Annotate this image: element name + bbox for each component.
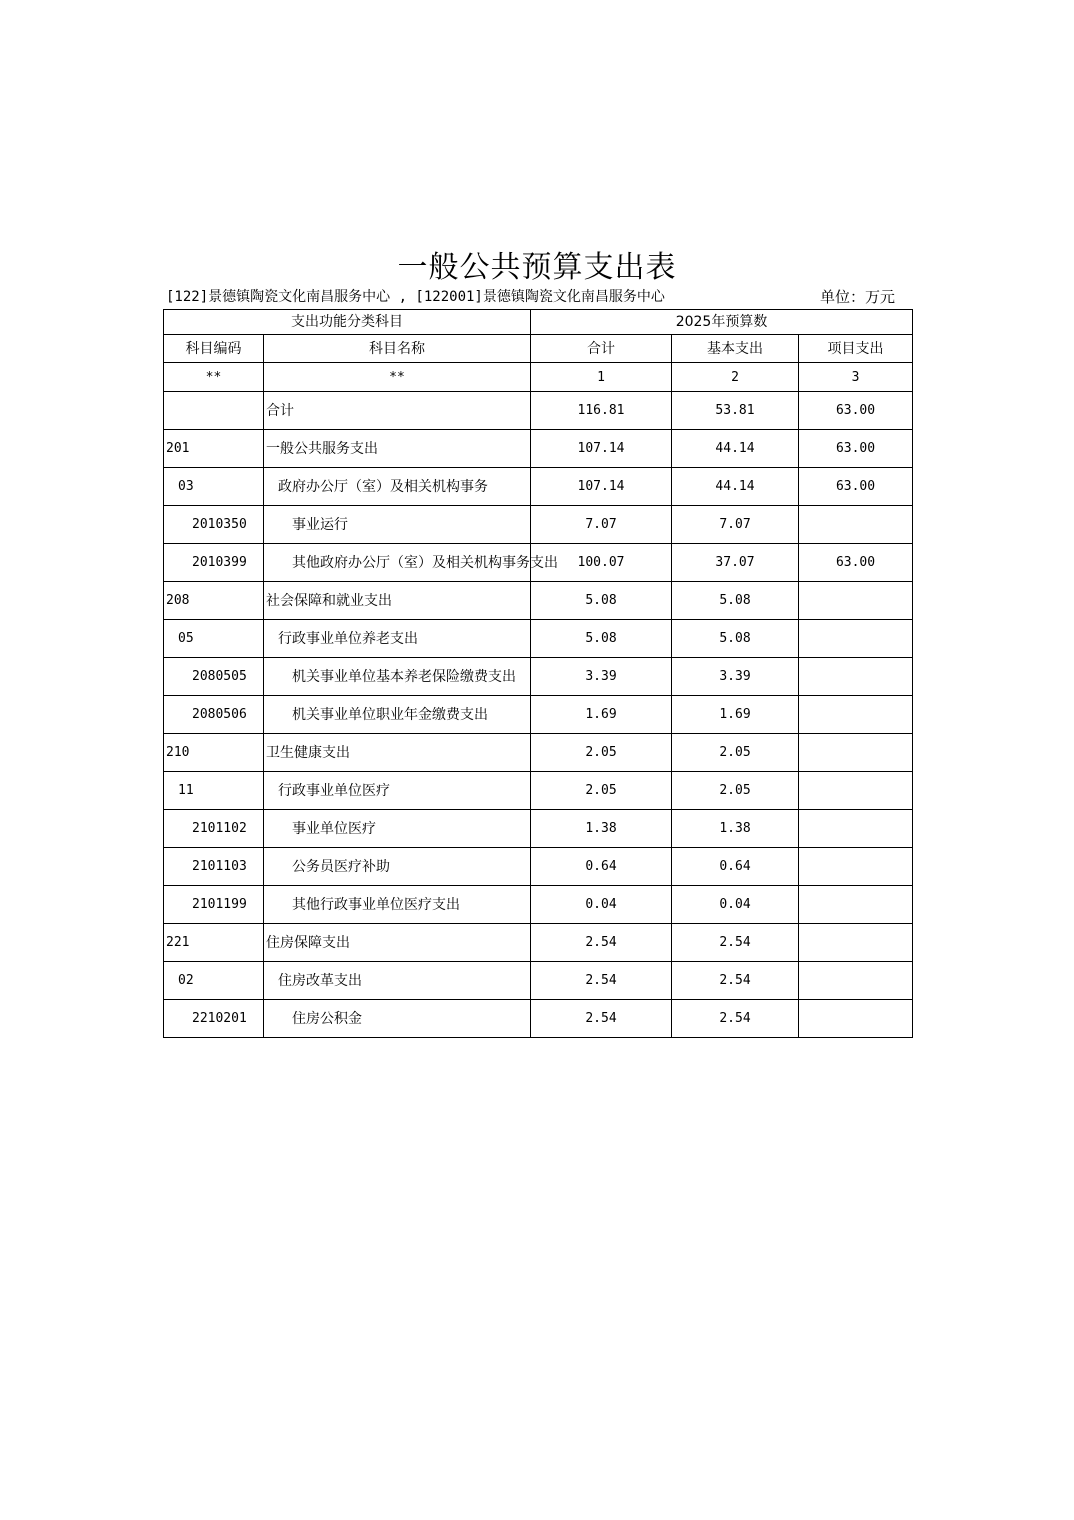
row-code <box>164 392 264 430</box>
index-code: ** <box>164 363 264 392</box>
budget-table <box>163 309 913 1038</box>
row-total: 107.14 <box>531 430 672 468</box>
row-name: 机关事业单位职业年金缴费支出 <box>264 696 531 734</box>
row-project <box>799 772 913 810</box>
row-basic: 0.04 <box>672 886 799 924</box>
row-project <box>799 886 913 924</box>
row-code: 2080506 <box>164 696 264 734</box>
header-project: 项目支出 <box>799 335 913 363</box>
row-name: 合计 <box>264 392 531 430</box>
row-code: 210 <box>164 734 264 772</box>
row-total: 2.54 <box>531 924 672 962</box>
row-basic: 5.08 <box>672 582 799 620</box>
row-total: 0.64 <box>531 848 672 886</box>
row-total: 7.07 <box>531 506 672 544</box>
table-row <box>164 1000 913 1038</box>
row-name: 公务员医疗补助 <box>264 848 531 886</box>
row-basic: 7.07 <box>672 506 799 544</box>
row-code: 2210201 <box>164 1000 264 1038</box>
row-basic: 2.05 <box>672 772 799 810</box>
row-name: 政府办公厅（室）及相关机构事务 <box>264 468 531 506</box>
row-basic: 2.54 <box>672 1000 799 1038</box>
row-code: 2010350 <box>164 506 264 544</box>
row-name: 社会保障和就业支出 <box>264 582 531 620</box>
row-name: 住房保障支出 <box>264 924 531 962</box>
row-name: 机关事业单位基本养老保险缴费支出 <box>264 658 531 696</box>
unit-label: 单位：万元 <box>820 288 896 306</box>
row-total: 116.81 <box>531 392 672 430</box>
row-total: 2.05 <box>531 772 672 810</box>
row-name: 住房改革支出 <box>264 962 531 1000</box>
row-code: 11 <box>164 772 264 810</box>
row-code: 2101102 <box>164 810 264 848</box>
header-code: 科目编码 <box>164 335 264 363</box>
row-basic: 5.08 <box>672 620 799 658</box>
row-total: 107.14 <box>531 468 672 506</box>
row-code: 201 <box>164 430 264 468</box>
header-name: 科目名称 <box>264 335 531 363</box>
row-project <box>799 734 913 772</box>
row-name: 事业单位医疗 <box>264 810 531 848</box>
table-row <box>164 962 913 1000</box>
row-code: 2101199 <box>164 886 264 924</box>
row-code: 2080505 <box>164 658 264 696</box>
table-row <box>164 810 913 848</box>
row-total: 2.54 <box>531 962 672 1000</box>
row-basic: 44.14 <box>672 468 799 506</box>
row-project: 63.00 <box>799 430 913 468</box>
row-basic: 44.14 <box>672 430 799 468</box>
row-basic: 2.54 <box>672 924 799 962</box>
row-project <box>799 506 913 544</box>
table-row <box>164 924 913 962</box>
header-group-budget: 2025年预算数 <box>531 310 913 335</box>
index-project: 3 <box>799 363 913 392</box>
row-project: 63.00 <box>799 468 913 506</box>
table-row <box>164 582 913 620</box>
row-project <box>799 658 913 696</box>
table-row <box>164 886 913 924</box>
row-name: 住房公积金 <box>264 1000 531 1038</box>
row-project <box>799 848 913 886</box>
table-row <box>164 620 913 658</box>
row-code: 2010399 <box>164 544 264 582</box>
row-basic: 3.39 <box>672 658 799 696</box>
row-name: 一般公共服务支出 <box>264 430 531 468</box>
table-row <box>164 430 913 468</box>
row-name: 其他政府办公厅（室）及相关机构事务支出 <box>264 544 531 582</box>
row-name: 卫生健康支出 <box>264 734 531 772</box>
row-name: 事业运行 <box>264 506 531 544</box>
row-code: 03 <box>164 468 264 506</box>
row-basic: 2.05 <box>672 734 799 772</box>
page-title: 一般公共预算支出表 <box>397 250 677 285</box>
row-code: 221 <box>164 924 264 962</box>
organization-line: [122]景德镇陶瓷文化南昌服务中心 , [122001]景德镇陶瓷文化南昌服务中心 <box>166 289 665 305</box>
row-project <box>799 620 913 658</box>
row-basic: 37.07 <box>672 544 799 582</box>
row-total: 5.08 <box>531 620 672 658</box>
row-project <box>799 696 913 734</box>
row-total: 5.08 <box>531 582 672 620</box>
table-row <box>164 696 913 734</box>
row-total: 2.54 <box>531 1000 672 1038</box>
row-code: 208 <box>164 582 264 620</box>
table-row <box>164 392 913 430</box>
row-total: 2.05 <box>531 734 672 772</box>
row-total: 0.04 <box>531 886 672 924</box>
table-row <box>164 468 913 506</box>
row-basic: 1.38 <box>672 810 799 848</box>
row-basic: 53.81 <box>672 392 799 430</box>
table-row <box>164 848 913 886</box>
index-name: ** <box>264 363 531 392</box>
header-total: 合计 <box>531 335 672 363</box>
row-project <box>799 582 913 620</box>
table-row <box>164 772 913 810</box>
header-group-function: 支出功能分类科目 <box>164 310 531 335</box>
row-code: 02 <box>164 962 264 1000</box>
table-row <box>164 658 913 696</box>
index-total: 1 <box>531 363 672 392</box>
row-code: 2101103 <box>164 848 264 886</box>
row-total: 1.38 <box>531 810 672 848</box>
row-name: 其他行政事业单位医疗支出 <box>264 886 531 924</box>
row-code: 05 <box>164 620 264 658</box>
row-total: 1.69 <box>531 696 672 734</box>
row-project: 63.00 <box>799 392 913 430</box>
row-project: 63.00 <box>799 544 913 582</box>
row-project <box>799 924 913 962</box>
row-basic: 1.69 <box>672 696 799 734</box>
row-basic: 0.64 <box>672 848 799 886</box>
table-row <box>164 544 913 582</box>
row-name: 行政事业单位养老支出 <box>264 620 531 658</box>
row-name: 行政事业单位医疗 <box>264 772 531 810</box>
row-basic: 2.54 <box>672 962 799 1000</box>
row-total: 100.07 <box>531 544 672 582</box>
row-total: 3.39 <box>531 658 672 696</box>
table-row <box>164 734 913 772</box>
index-basic: 2 <box>672 363 799 392</box>
row-project <box>799 962 913 1000</box>
row-project <box>799 810 913 848</box>
table-row <box>164 506 913 544</box>
header-basic: 基本支出 <box>672 335 799 363</box>
row-project <box>799 1000 913 1038</box>
